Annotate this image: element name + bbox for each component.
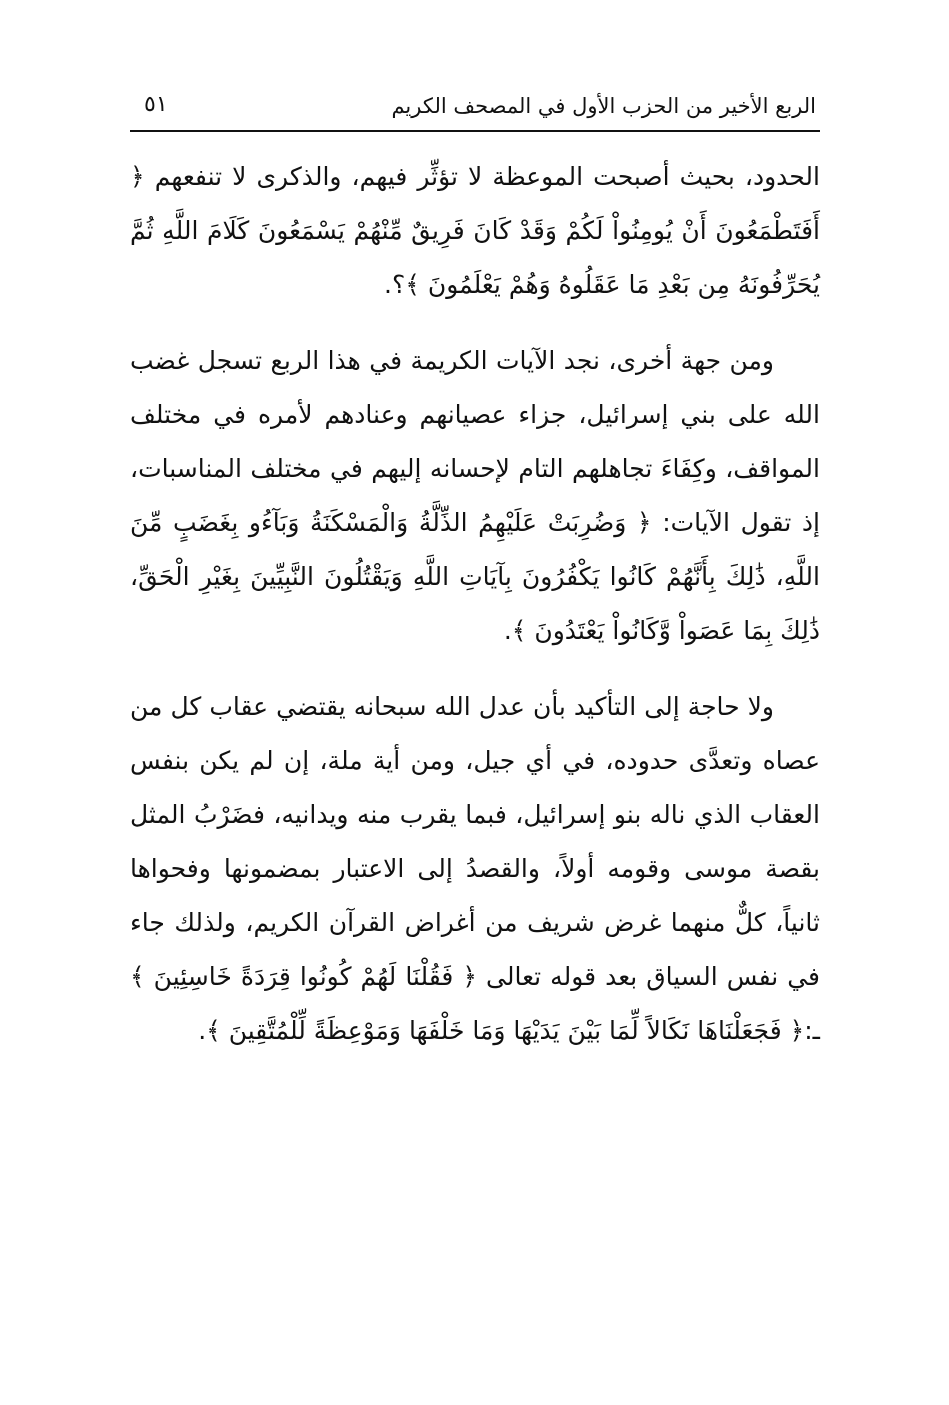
paragraph-2: ومن جهة أخرى، نجد الآيات الكريمة في هذا الربع تسجل غضب الله على بني إسرائيل، جزاء عصيانهم وعنادهم لأمره في مختلف المواقف، وكِفَاءَ تجاهلهم التام لإحسانه إليهم في مختلف المناسبات، إذ تقول الآيات: ﴿ وَضُرِبَتْ عَلَيْهِمُ الذِّلَّةُ وَالْمَسْكَنَةُ وَبَآءُو بِغَضَبٍ مِّنَ اللَّهِ، ذَٰلِكَ بِأَنَّهُمْ كَانُوا يَكْفُرُونَ بِآيَاتِ اللَّهِ وَيَقْتُلُونَ النَّبِيِّينَ بِغَيْرِ الْحَقِّ، ذَٰلِكَ بِمَا عَصَواْ وَّكَانُواْ يَعْتَدُونَ ﴾. <box>130 346 820 645</box>
page-body <box>130 150 820 1080</box>
page-header <box>130 88 820 132</box>
paragraph-3: ولا حاجة إلى التأكيد بأن عدل الله سبحانه يقتضي عقاب كل من عصاه وتعدَّى حدوده، في أي جيل، ومن أية ملة، إن لم يكن بنفس العقاب الذي ناله بنو إسرائيل، فبما يقرب منه ويدانيه، فضَرْبُ المثل بقصة موسى وقومه أولاً، والقصدُ إلى الاعتبار بمضمونها وفحواها ثانياً، كلٌّ منهما غرض شريف من أغراض القرآن الكريم، ولذلك جاء في نفس السياق بعد قوله تعالى ﴿ فَقُلْنَا لَهُمْ كُونُوا قِرَدَةً خَاسِئِينَ ﴾ـ:﴿ فَجَعَلْنَاهَا نَكَالاً لِّمَا بَيْنَ يَدَيْهَا وَمَا خَلْفَهَا وَمَوْعِظَةً لِّلْمُتَّقِينَ ﴾. <box>130 692 820 1045</box>
header-rule <box>130 130 820 132</box>
page-number: ٥١ <box>144 92 168 117</box>
running-header-title: الربع الأخير من الحزب الأول في المصحف الكريم <box>391 94 816 118</box>
paragraph-1: الحدود، بحيث أصبحت الموعظة لا تؤثِّر فيهم، والذكرى لا تنفعهم ﴿ أَفَتَطْمَعُونَ أَنْ يُومِنُواْ لَكُمْ وَقَدْ كَانَ فَرِيقٌ مِّنْهُمْ يَسْمَعُونَ كَلَامَ اللَّهِ ثُمَّ يُحَرِّفُونَهُ مِن بَعْدِ مَا عَقَلُوهُ وَهُمْ يَعْلَمُونَ ﴾؟. <box>130 162 820 299</box>
